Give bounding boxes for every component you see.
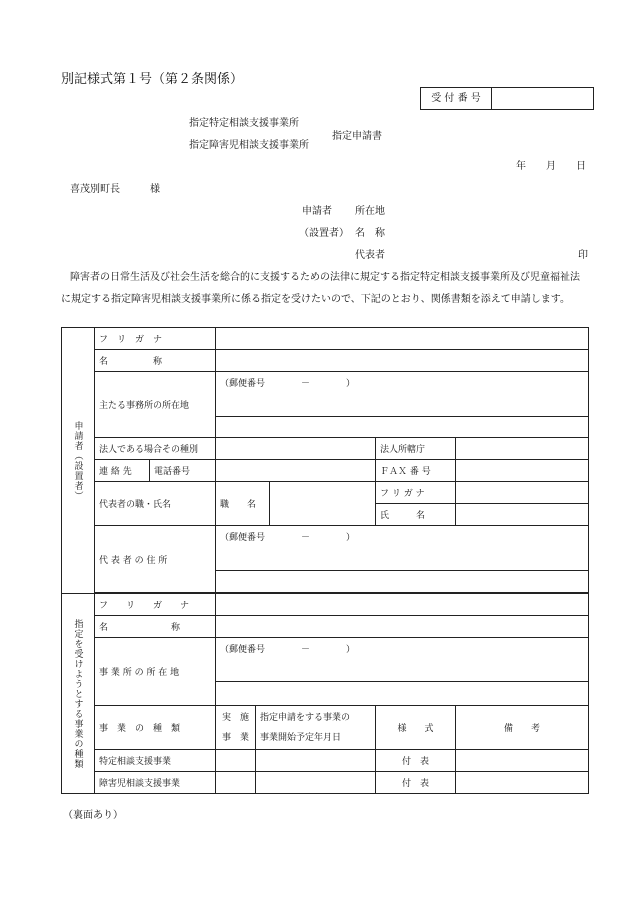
receipt-number-box xyxy=(420,87,594,110)
receipt-label: 受 付 番 号 xyxy=(421,88,492,109)
rep-postal-code-field[interactable]: （郵便番号 － ） xyxy=(216,526,589,571)
name-label: 名 称 xyxy=(355,228,385,239)
postal-code-field[interactable]: （郵便番号 － ） xyxy=(216,372,589,417)
furigana-field[interactable] xyxy=(216,328,589,350)
founder-label: （設置者） xyxy=(299,228,349,239)
start-date-header-1: 指定申請をする事業の xyxy=(260,712,351,723)
applicant-label: 申請者 xyxy=(302,206,332,217)
main-office-address-field[interactable] xyxy=(216,417,589,438)
implementing-header-2: 事 業 xyxy=(222,732,250,743)
business-row-1-remarks[interactable] xyxy=(456,750,589,772)
phone-field[interactable] xyxy=(216,460,376,482)
rep-furigana-field[interactable] xyxy=(456,482,589,504)
position-label: 職 名 xyxy=(216,482,270,526)
fax-label: ＦＡＸ 番 号 xyxy=(376,460,456,482)
office-address-label: 事 業 所 の 所 在 地 xyxy=(95,638,216,706)
furigana2-field[interactable] xyxy=(216,594,589,616)
business-row-2-name: 障害児相談支援事業 xyxy=(95,772,216,794)
implementing-header-1: 実 施 xyxy=(222,712,250,723)
main-office-address-label: 主たる事務所の所在地 xyxy=(95,372,216,438)
corp-authority-field[interactable] xyxy=(456,438,589,460)
name2-label: 名 称 xyxy=(95,616,216,638)
address-label: 所在地 xyxy=(355,206,385,217)
receipt-number-field[interactable] xyxy=(492,88,593,109)
corp-authority-label: 法人所轄庁 xyxy=(376,438,456,460)
contact-label: 連 絡 先 xyxy=(95,460,150,482)
application-form-table xyxy=(61,327,589,794)
office-type-1: 指定特定相談支援事業所 xyxy=(189,118,299,129)
office-postal-code-field[interactable]: （郵便番号 － ） xyxy=(216,638,589,682)
start-date-header-2: 事業開始予定年月日 xyxy=(260,732,342,743)
business-row-2-start-date[interactable] xyxy=(256,772,376,794)
furigana-label: フ リ ガ ナ xyxy=(95,328,216,350)
business-row-2-remarks[interactable] xyxy=(456,772,589,794)
name-field[interactable] xyxy=(216,350,589,372)
rep-address-field[interactable] xyxy=(216,571,589,593)
furigana2-label: フ リ ガ ナ xyxy=(95,594,216,616)
rep-name-field[interactable] xyxy=(456,504,589,526)
business-row-2-implementing[interactable] xyxy=(216,772,256,794)
section-business-type-label: 指定を受けようとする事業の種類 xyxy=(62,594,95,794)
remarks-header: 備 考 xyxy=(456,706,589,750)
name2-field[interactable] xyxy=(216,616,589,638)
representative-label: 代表者 xyxy=(355,250,385,261)
business-row-1-form: 付 表 xyxy=(376,750,456,772)
form-column-header: 様 式 xyxy=(376,706,456,750)
business-row-1-start-date[interactable] xyxy=(256,750,376,772)
implementing-header xyxy=(216,706,256,750)
rep-name-label: 氏 名 xyxy=(376,504,456,526)
name-field-label: 名 称 xyxy=(95,350,216,372)
form-number: 別記様式第１号（第２条関係） xyxy=(61,72,244,87)
corp-type-label: 法人である場合その種別 xyxy=(95,438,216,460)
office-address-field[interactable] xyxy=(216,682,589,706)
business-row-1-implementing[interactable] xyxy=(216,750,256,772)
section-applicant-label: 申請者（設置者） xyxy=(62,328,95,594)
representative-title-name-label: 代表者の職・氏名 xyxy=(95,482,216,526)
document-title: 指定申請書 xyxy=(332,131,382,142)
rep-furigana-label: フ リ ガ ナ xyxy=(376,482,456,504)
footer-note: （裏面あり） xyxy=(63,810,123,821)
date-line: 年 月 日 xyxy=(516,161,586,172)
business-row-2-form: 付 表 xyxy=(376,772,456,794)
body-text-line-1: 障害者の日常生活及び社会生活を総合的に支援するための法律に規定する指定特定相談支援事業所及び児童福祉法 xyxy=(70,272,580,283)
business-type-header: 事 業 の 種 類 xyxy=(95,706,216,750)
body-text-line-2: に規定する指定障害児相談支援事業所に係る指定を受けたいので、下記のとおり、関係書類を添えて申請します。 xyxy=(61,294,570,305)
position-field[interactable] xyxy=(270,482,376,526)
seal-mark: 印 xyxy=(578,250,588,261)
phone-label: 電話番号 xyxy=(150,460,216,482)
addressee: 喜茂別町長 様 xyxy=(70,184,160,195)
start-date-header xyxy=(256,706,376,750)
fax-field[interactable] xyxy=(456,460,589,482)
rep-address-label: 代 表 者 の 住 所 xyxy=(95,526,216,593)
business-row-1-name: 特定相談支援事業 xyxy=(95,750,216,772)
corp-type-field[interactable] xyxy=(216,438,376,460)
office-type-2: 指定障害児相談支援事業所 xyxy=(189,140,309,151)
